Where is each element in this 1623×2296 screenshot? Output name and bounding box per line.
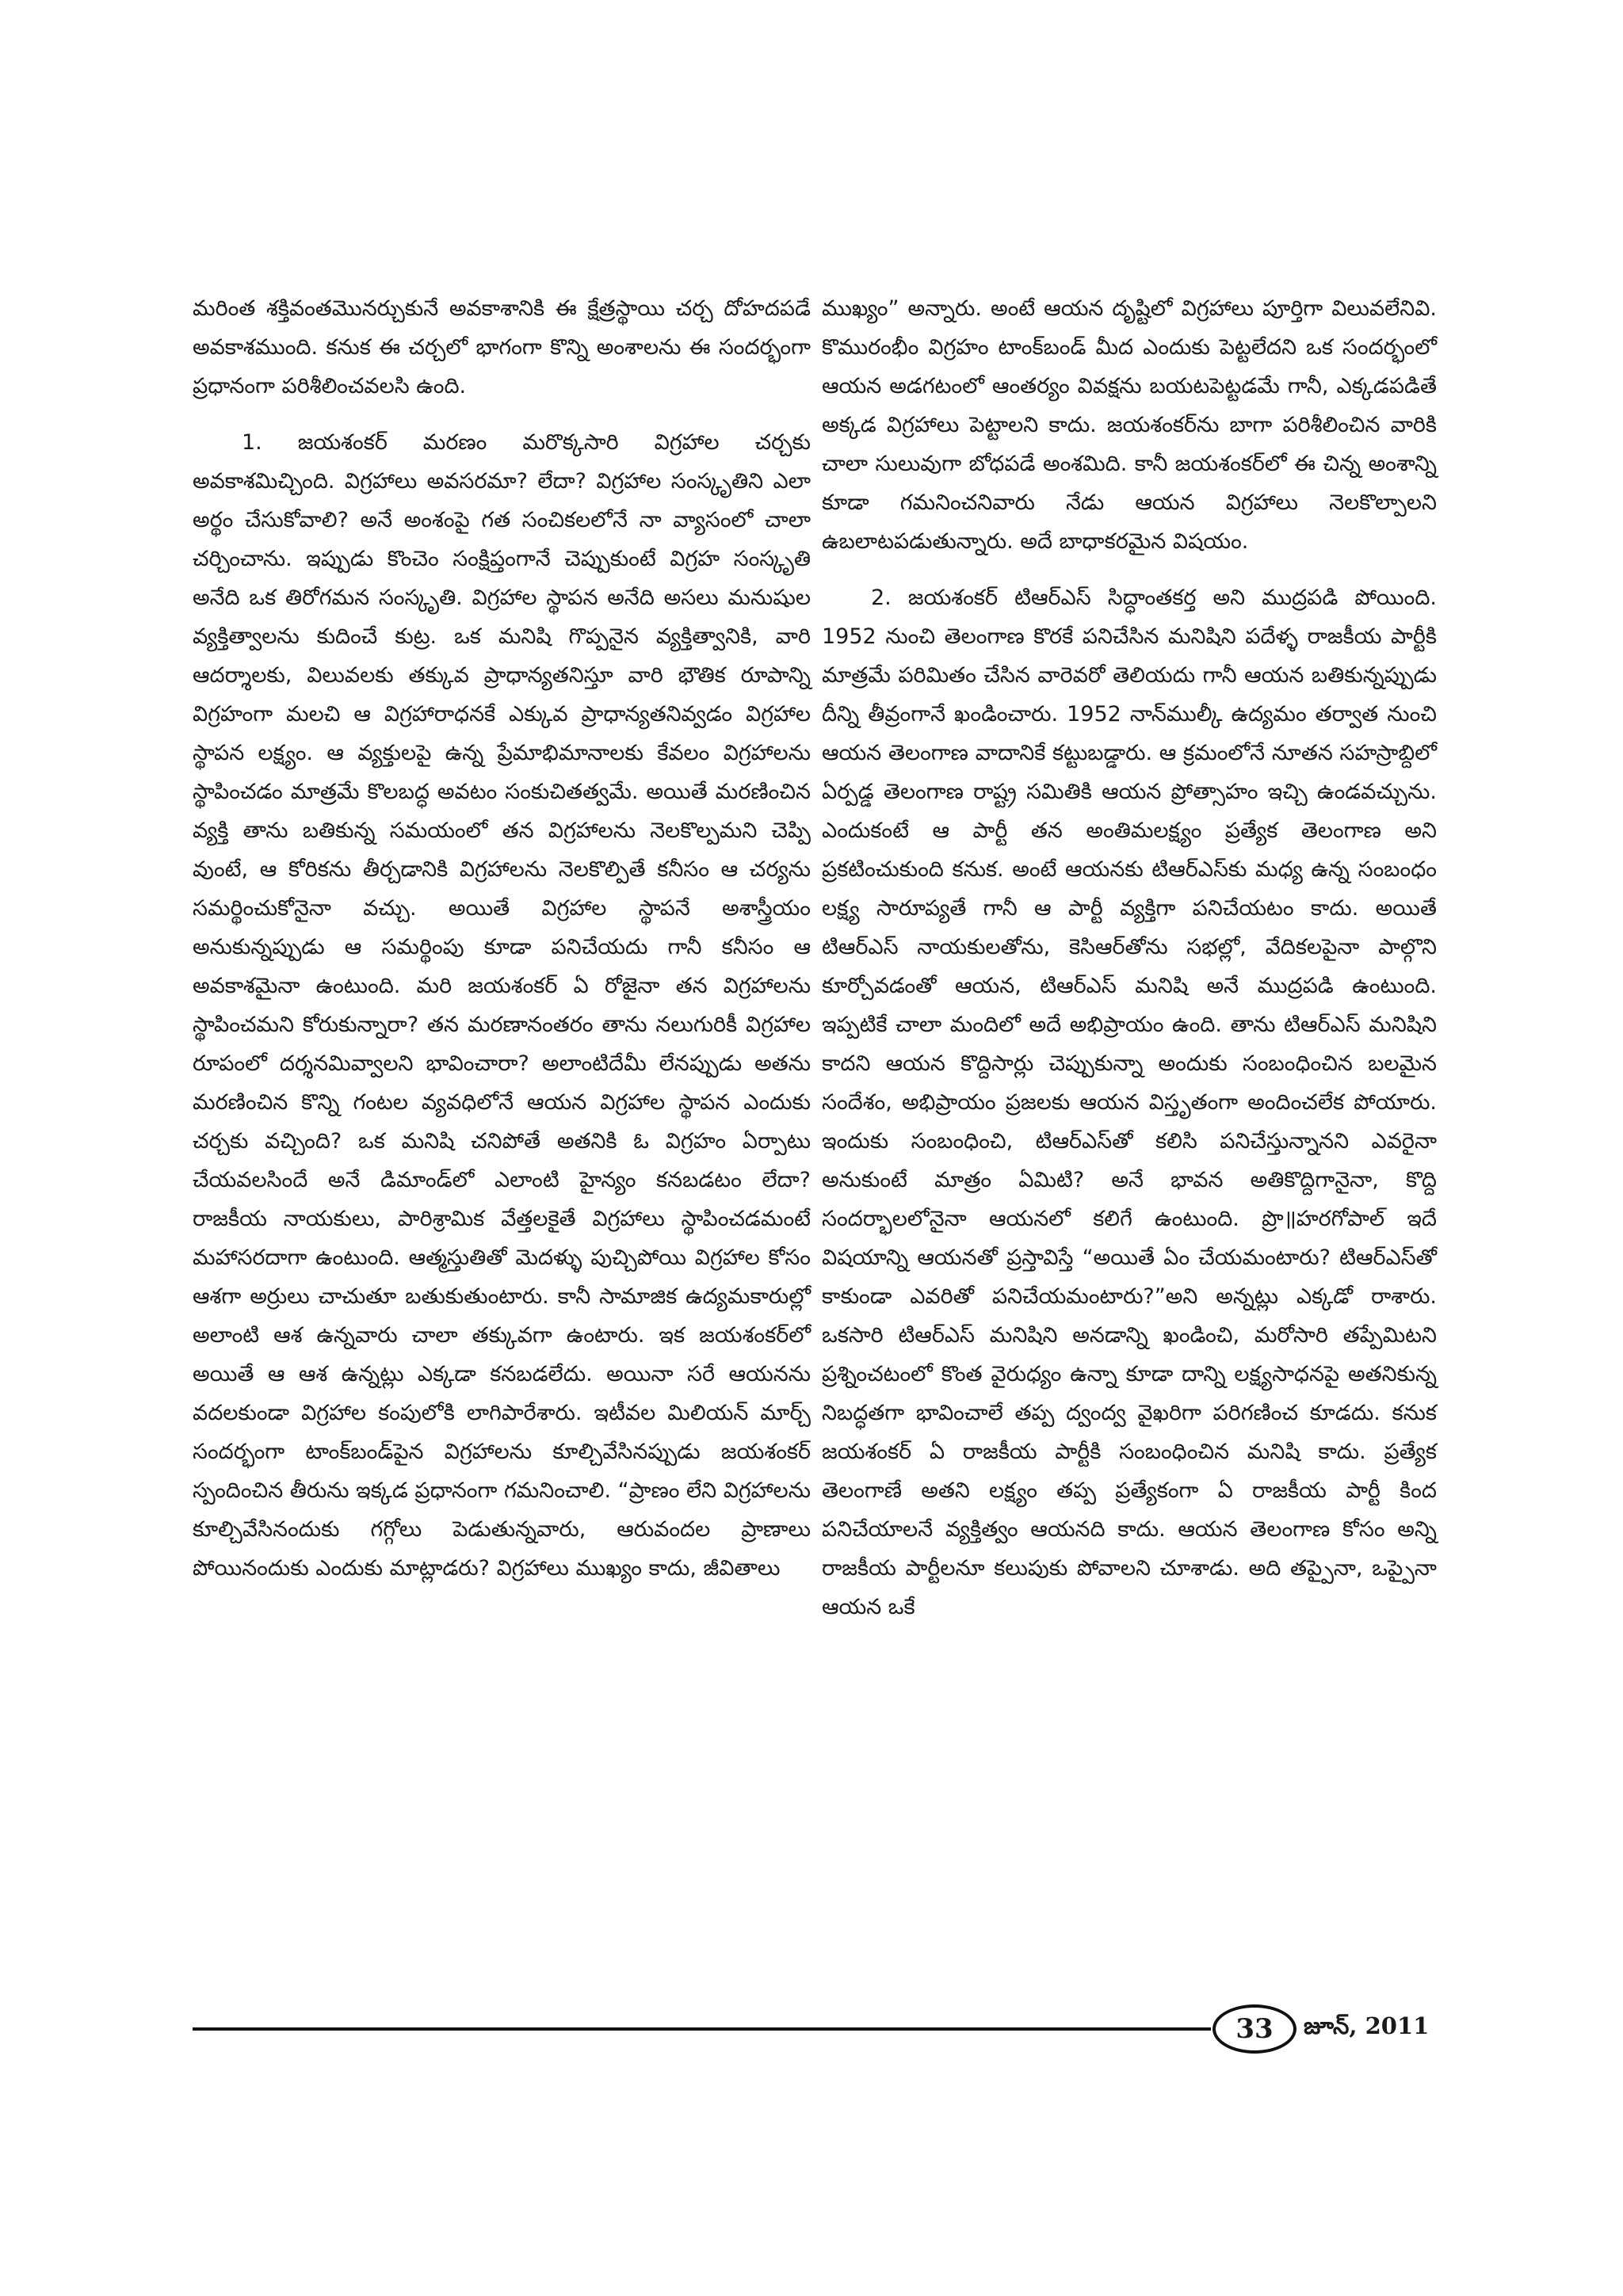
paragraph: 1. జయశంకర్ మరణం మరొక్కసారి విగ్రహాల చర్చకు అవకాశమిచ్చింది. విగ్రహాలు అవసరమా? లేదా? విగ్రహాల సంస్కృతిని ఎలా అర్థం చేసుకోవాలి? అనే అంశంపై గత సంచికలలోనే నా వ్యాసంలో చాలా చర్చించాను. ఇప్పుడు కొంచెం సంక్షిప్తంగానే చెప్పుకుంటే విగ్రహ సంస్కృతి అనేది ఒక తిరోగమన సంస్కృతి. విగ్రహాల స్థాపన అనేది అసలు మనుషుల వ్యక్తిత్వాలను కుదించే కుట్ర. ఒక మనిషి గొప్పనైన వ్యక్తిత్వానికి, వారి ఆదర్శాలకు, విలువలకు తక్కువ ప్రాధాన్యతనిస్తూ వారి భౌతిక రూపాన్ని విగ్రహంగా మలచి ఆ విగ్రహారాధనకే ఎక్కువ ప్రాధాన్యతనివ్వడం విగ్రహాల స్థాపన లక్ష్యం. ఆ వ్యక్తులపై ఉన్న ప్రేమాభిమానాలకు కేవలం విగ్రహాలను స్థాపించడం మాత్రమే కొలబద్ధ అవటం సంకుచితత్వమే. అయితే మరణించిన వ్యక్తి తాను బతికున్న సమయంలో తన విగ్రహాలను నెలకొల్పమని చెప్పి వుంటే, ఆ కోరికను తీర్చడానికి విగ్రహాలను నెలకొల్పితే కనీసం ఆ చర్యను సమర్థించుకోనైనా వచ్చు. అయితే విగ్రహాల స్థాపనే అశాస్త్రీయం అనుకున్నప్పుడు ఆ సమర్థింపు కూడా పనిచేయదు గానీ కనీసం ఆ అవకాశమైనా ఉంటుంది. మరి జయశంకర్ ఏ రోజైనా తన విగ్రహాలను స్థాపించమని కోరుకున్నారా? తన మరణానంతరం తాను నలుగురికీ విగ్రహాల రూపంలో దర్శనమివ్వాలని భావించారా? అలాంటిదేమీ లేనప్పుడు అతను మరణించిన కొన్ని గంటల వ్యవధిలోనే ఆయన విగ్రహాల స్థాపన ఎందుకు చర్చకు వచ్చింది? ఒక మనిషి చనిపోతే అతనికి ఓ విగ్రహం ఏర్పాటు చేయవలసిందే అనే డిమాండ్‌లో ఎలాంటి హైన్యం కనబడటం లేదా? రాజకీయ నాయకులు, పారిశ్రామిక వేత్తలకైతే విగ్రహాలు స్థాపించడమంటే మహాసరదాగా ఉంటుంది. ఆత్మస్తుతితో మెదళ్ళు పుచ్చిపోయి విగ్రహాల కోసం ఆశగా అర్రులు చాచుతూ బతుకుతుంటారు. కానీ సామాజిక ఉద్యమకారుల్లో అలాంటి ఆశ ఉన్నవారు చాలా తక్కువగా ఉంటారు. ఇక జయశంకర్‌లో అయితే ఆ ఆశ ఉన్నట్లు ఎక్కడా కనబడలేదు. అయినా సరే ఆయనను వదలకుండా విగ్రహాల కంపులోకి లాగిపారేశారు. ఇటీవల మిలియన్ మార్చ్ సందర్భంగా టాంక్‌బండ్‌పైన విగ్రహాలను కూల్చివేసినప్పుడు జయశంకర్ స్పందించిన తీరును ఇక్కడ ప్రధానంగా గమనించాలి. “ప్రాణం లేని విగ్రహాలను కూల్చివేసినందుకు గగ్గోలు పెడుతున్నవారు, ఆరువందల ప్రాణాలు పోయినందుకు ఎందుకు మాట్లాడరు? విగ్రహాలు ముఖ్యం కాదు, జీవితాలు (193, 430, 811, 1581)
page-footer (193, 2001, 1453, 2057)
paragraph: మరింత శక్తివంతమొనర్చుకునే అవకాశానికి ఈ క్షేత్రస్థాయి చర్చ దోహదపడే అవకాశముంది. కనుక ఈ చర్చలో భాగంగా కొన్ని అంశాలను ఈ సందర్భంగా ప్రధానంగా పరిశీలించవలసి ఉంది. (193, 296, 811, 399)
footer-rule (193, 2027, 1211, 2031)
left-column (193, 289, 811, 1588)
page-number-badge (1212, 2004, 1296, 2054)
right-column (822, 289, 1437, 1627)
page-number: 33 (1235, 2013, 1274, 2045)
paragraph: ముఖ్యం” అన్నారు. అంటే ఆయన దృష్టిలో విగ్రహాలు పూర్తిగా విలువలేనివి. కొమురంభీం విగ్రహం టాంక్‌బండ్ మీద ఎందుకు పెట్టలేదని ఒక సందర్భంలో ఆయన అడగటంలో ఆంతర్యం వివక్షను బయటపెట్టడమే గానీ, ఎక్కడపడితే అక్కడ విగ్రహాలు పెట్టాలని కాదు. జయశంకర్‌ను బాగా పరిశీలించిన వారికి చాలా సులువుగా బోధపడే అంశమిది. కానీ జయశంకర్‌లో ఈ చిన్న అంశాన్ని కూడా గమనించనివారు నేడు ఆయన విగ్రహాలు నెలకొల్పాలని ఉబలాటపడుతున్నారు. అదే బాధాకరమైన విషయం. (822, 296, 1437, 554)
issue-date: జూన్, 2011 (1304, 2012, 1430, 2039)
paragraph: 2. జయశంకర్ టిఆర్‌ఎస్ సిద్ధాంతకర్త అని ముద్రపడి పోయింది. 1952 నుంచి తెలంగాణ కొరకే పనిచేసిన మనిషిని పదేళ్ళ రాజకీయ పార్టీకి మాత్రమే పరిమితం చేసిన వారెవరో తెలియదు గానీ ఆయన బతికున్నప్పుడు దీన్ని తీవ్రంగానే ఖండించారు. 1952 నాన్‌ముల్కీ ఉద్యమం తర్వాత నుంచి ఆయన తెలంగాణ వాదానికే కట్టుబడ్డారు. ఆ క్రమంలోనే నూతన సహస్రాబ్దిలో ఏర్పడ్డ తెలంగాణ రాష్ట్ర సమితికి ఆయన ప్రోత్సాహం ఇచ్చి ఉండవచ్చును. ఎందుకంటే ఆ పార్టీ తన అంతిమలక్ష్యం ప్రత్యేక తెలంగాణ అని ప్రకటించుకుంది కనుక. అంటే ఆయనకు టిఆర్‌ఎస్‌కు మధ్య ఉన్న సంబంధం లక్ష్య సారూప్యతే గానీ ఆ పార్టీ వ్యక్తిగా పనిచేయటం కాదు. అయితే టిఆర్‌ఎస్ నాయకులతోను, కెసిఆర్‌తోను సభల్లో, వేదికలపైనా పాల్గొని కూర్చోవడంతో ఆయన, టిఆర్‌ఎస్ మనిషి అనే ముద్రపడి ఉంటుంది. ఇప్పటికే చాలా మందిలో అదే అభిప్రాయం ఉంది. తాను టిఆర్‌ఎస్ మనిషిని కాదని ఆయన కొద్దిసార్లు చెప్పుకున్నా అందుకు సంబంధించిన బలమైన సందేశం, అభిప్రాయం ప్రజలకు ఆయన విస్తృతంగా అందించలేక పోయారు. ఇందుకు సంబంధించి, టిఆర్‌ఎస్‌తో కలిసి పనిచేస్తున్నానని ఎవరైనా అనుకుంటే మాత్రం ఏమిటి? అనే భావన అతికొద్దిగానైనా, కొద్ది సందర్భాలలోనైనా ఆయనలో కలిగే ఉంటుంది. ప్రొ॥హరగోపాల్ ఇదే విషయాన్ని ఆయనతో ప్రస్తావిస్తే “అయితే ఏం చేయమంటారు? టిఆర్‌ఎస్‌తో కాకుండా ఎవరితో పనిచేయమంటారు?”అని అన్నట్లు ఎక్కడో రాశారు. ఒకసారి టిఆర్‌ఎస్ మనిషిని అనడాన్ని ఖండించి, మరోసారి తప్పేమిటని ప్రశ్నించటంలో కొంత వైరుధ్యం ఉన్నా కూడా దాన్ని లక్ష్యసాధనపై అతనికున్న నిబద్ధతగా భావించాలే తప్ప ద్వంద్వ వైఖరిగా పరిగణించ కూడదు. కనుక జయశంకర్ ఏ రాజకీయ పార్టీకి సంబంధించిన మనిషి కాదు. ప్రత్యేక తెలంగాణే అతని లక్ష్యం తప్ప ప్రత్యేకంగా ఏ రాజకీయ పార్టీ కింద పనిచేయాలనే వ్యక్తిత్వం ఆయనది కాదు. ఆయన తెలంగాణ కోసం అన్ని రాజకీయ పార్టీలనూ కలుపుకు పోవాలని చూశాడు. అది తప్పైనా, ఒప్పైనా ఆయన ఒకే (822, 585, 1437, 1619)
